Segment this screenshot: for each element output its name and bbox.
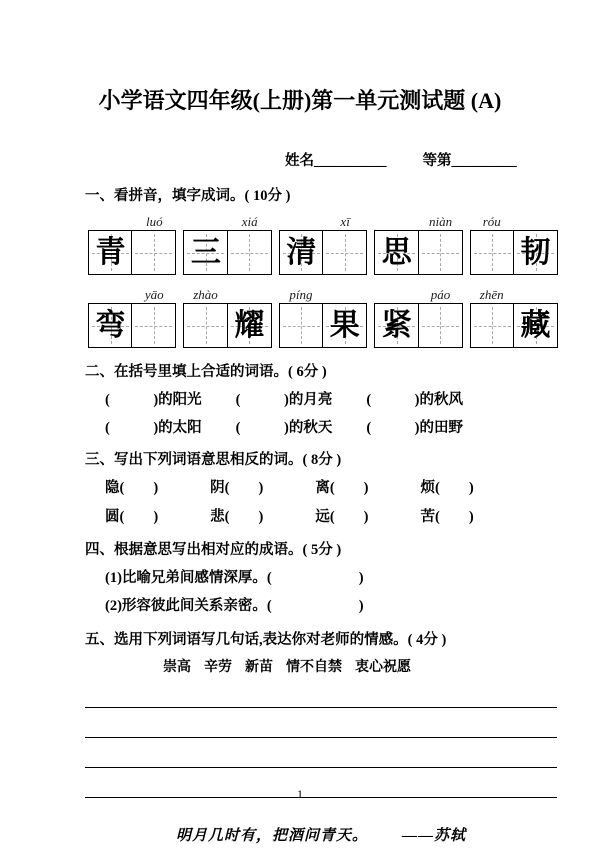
fill-item[interactable]: ( )的太阳 [105,420,202,436]
answer-line[interactable] [85,678,557,708]
pinyin-word-group [470,212,558,275]
antonym-item[interactable]: 悲( ) [210,509,264,525]
given-character: 青 [95,235,126,269]
antonym-item[interactable]: 阴( ) [210,480,264,496]
section-1-heading: 一、看拼音，填字成词。( 10分 ) [85,188,291,204]
antonym-item[interactable]: 隐( ) [105,480,159,496]
section-2-heading: 二、在括号里填上合适的词语。( 6分 ) [85,364,327,380]
word-bank [163,658,557,678]
character-cell [88,230,133,275]
answer-cell[interactable] [183,303,228,348]
given-character: 三 [190,235,221,269]
pinyin-label: píng [289,287,313,302]
answer-cell[interactable] [418,303,463,348]
answer-cell[interactable] [279,303,324,348]
given-character: 耀 [234,308,265,342]
pinyin-label: yāo [144,287,164,302]
pinyin-label: niàn [428,214,453,229]
pinyin-label: xiá [241,214,258,229]
fill-words-row [105,388,557,412]
antonym-item[interactable]: 烦( ) [420,480,474,496]
pinyin-word-group [470,285,558,348]
character-cell [513,303,558,348]
pinyin-word-group [88,285,176,348]
word-bank-item: 崇高 [163,660,191,675]
pinyin-word-group [279,285,367,348]
answer-lines [85,678,557,798]
page-number: 1 [297,787,303,801]
name-grade-line [285,149,600,170]
character-cell [279,230,324,275]
antonym-row [105,476,557,501]
pinyin-word-group [374,212,462,275]
given-character: 紧 [381,308,412,342]
quote-author: ——苏轼 [402,828,467,844]
grade-blank[interactable]: 等第_________ [422,153,517,169]
pinyin-grid-row-1 [88,212,557,275]
antonym-item[interactable]: 苦( ) [420,509,474,525]
name-blank[interactable]: 姓名__________ [285,153,387,169]
character-cell [88,303,133,348]
fill-item[interactable]: ( )的月亮 [235,392,333,408]
fill-item[interactable]: ( )的田野 [366,420,464,436]
pinyin-word-group [183,212,271,275]
answer-cell[interactable] [418,230,463,275]
antonym-item[interactable]: 远( ) [315,509,369,525]
given-character: 果 [329,308,360,342]
word-bank-item: 新苗 [245,660,273,675]
given-character: 思 [381,235,412,269]
word-bank-item: 衷心祝愿 [355,660,411,675]
word-bank-item: 辛劳 [204,660,232,675]
answer-cell[interactable] [470,230,515,275]
section-3-heading: 三、写出下列词语意思相反的词。( 8分 ) [85,452,342,468]
answer-line[interactable] [85,708,557,738]
answer-cell[interactable] [470,303,515,348]
answer-line[interactable] [85,738,557,768]
answer-cell[interactable] [227,230,272,275]
given-character: 清 [286,235,317,269]
paper-title: 小学语文四年级(上册)第一单元测试题 (A) [98,88,502,113]
pinyin-label: zhēn [479,287,504,302]
pinyin-label: luó [145,214,163,229]
word-bank-item: 情不自禁 [286,660,342,675]
character-cell [374,303,419,348]
fill-item[interactable]: ( )的阳光 [105,392,202,408]
quote-text: 明月几时有，把酒问青天。 [175,828,368,844]
pinyin-word-group [279,212,367,275]
pinyin-label: xī [340,214,350,229]
antonym-item[interactable]: 圆( ) [105,509,159,525]
fill-item[interactable]: ( )的秋风 [366,392,464,408]
given-character: 藏 [520,308,551,342]
idiom-clue-item[interactable]: (2)形容彼此间关系亲密。( ) [105,598,364,614]
footer-quote [85,824,557,845]
antonym-item[interactable]: 离( ) [315,480,369,496]
character-cell [183,230,228,275]
pinyin-label: páo [430,287,451,302]
pinyin-label: zhào [193,287,218,302]
pinyin-word-group [374,285,462,348]
pinyin-grid-row-2 [88,285,557,348]
section-5-heading: 五、选用下列词语写几句话,表达你对老师的情感。( 4分 ) [85,632,447,648]
fill-words-row [105,416,557,440]
character-cell [513,230,558,275]
fill-item[interactable]: ( )的秋天 [235,420,333,436]
pinyin-word-group [88,212,176,275]
section-4-heading: 四、根据意思写出相对应的成语。( 5分 ) [85,542,342,558]
character-cell [227,303,272,348]
answer-cell[interactable] [131,303,176,348]
answer-cell[interactable] [131,230,176,275]
idiom-clue-item[interactable]: (1)比喻兄弟间感情深厚。( ) [105,570,364,586]
character-cell [374,230,419,275]
pinyin-label: róu [482,214,501,229]
given-character: 韧 [520,235,551,269]
given-character: 弯 [95,308,126,342]
pinyin-word-group [183,285,271,348]
character-cell [322,303,367,348]
antonym-row [105,505,557,530]
answer-cell[interactable] [322,230,367,275]
